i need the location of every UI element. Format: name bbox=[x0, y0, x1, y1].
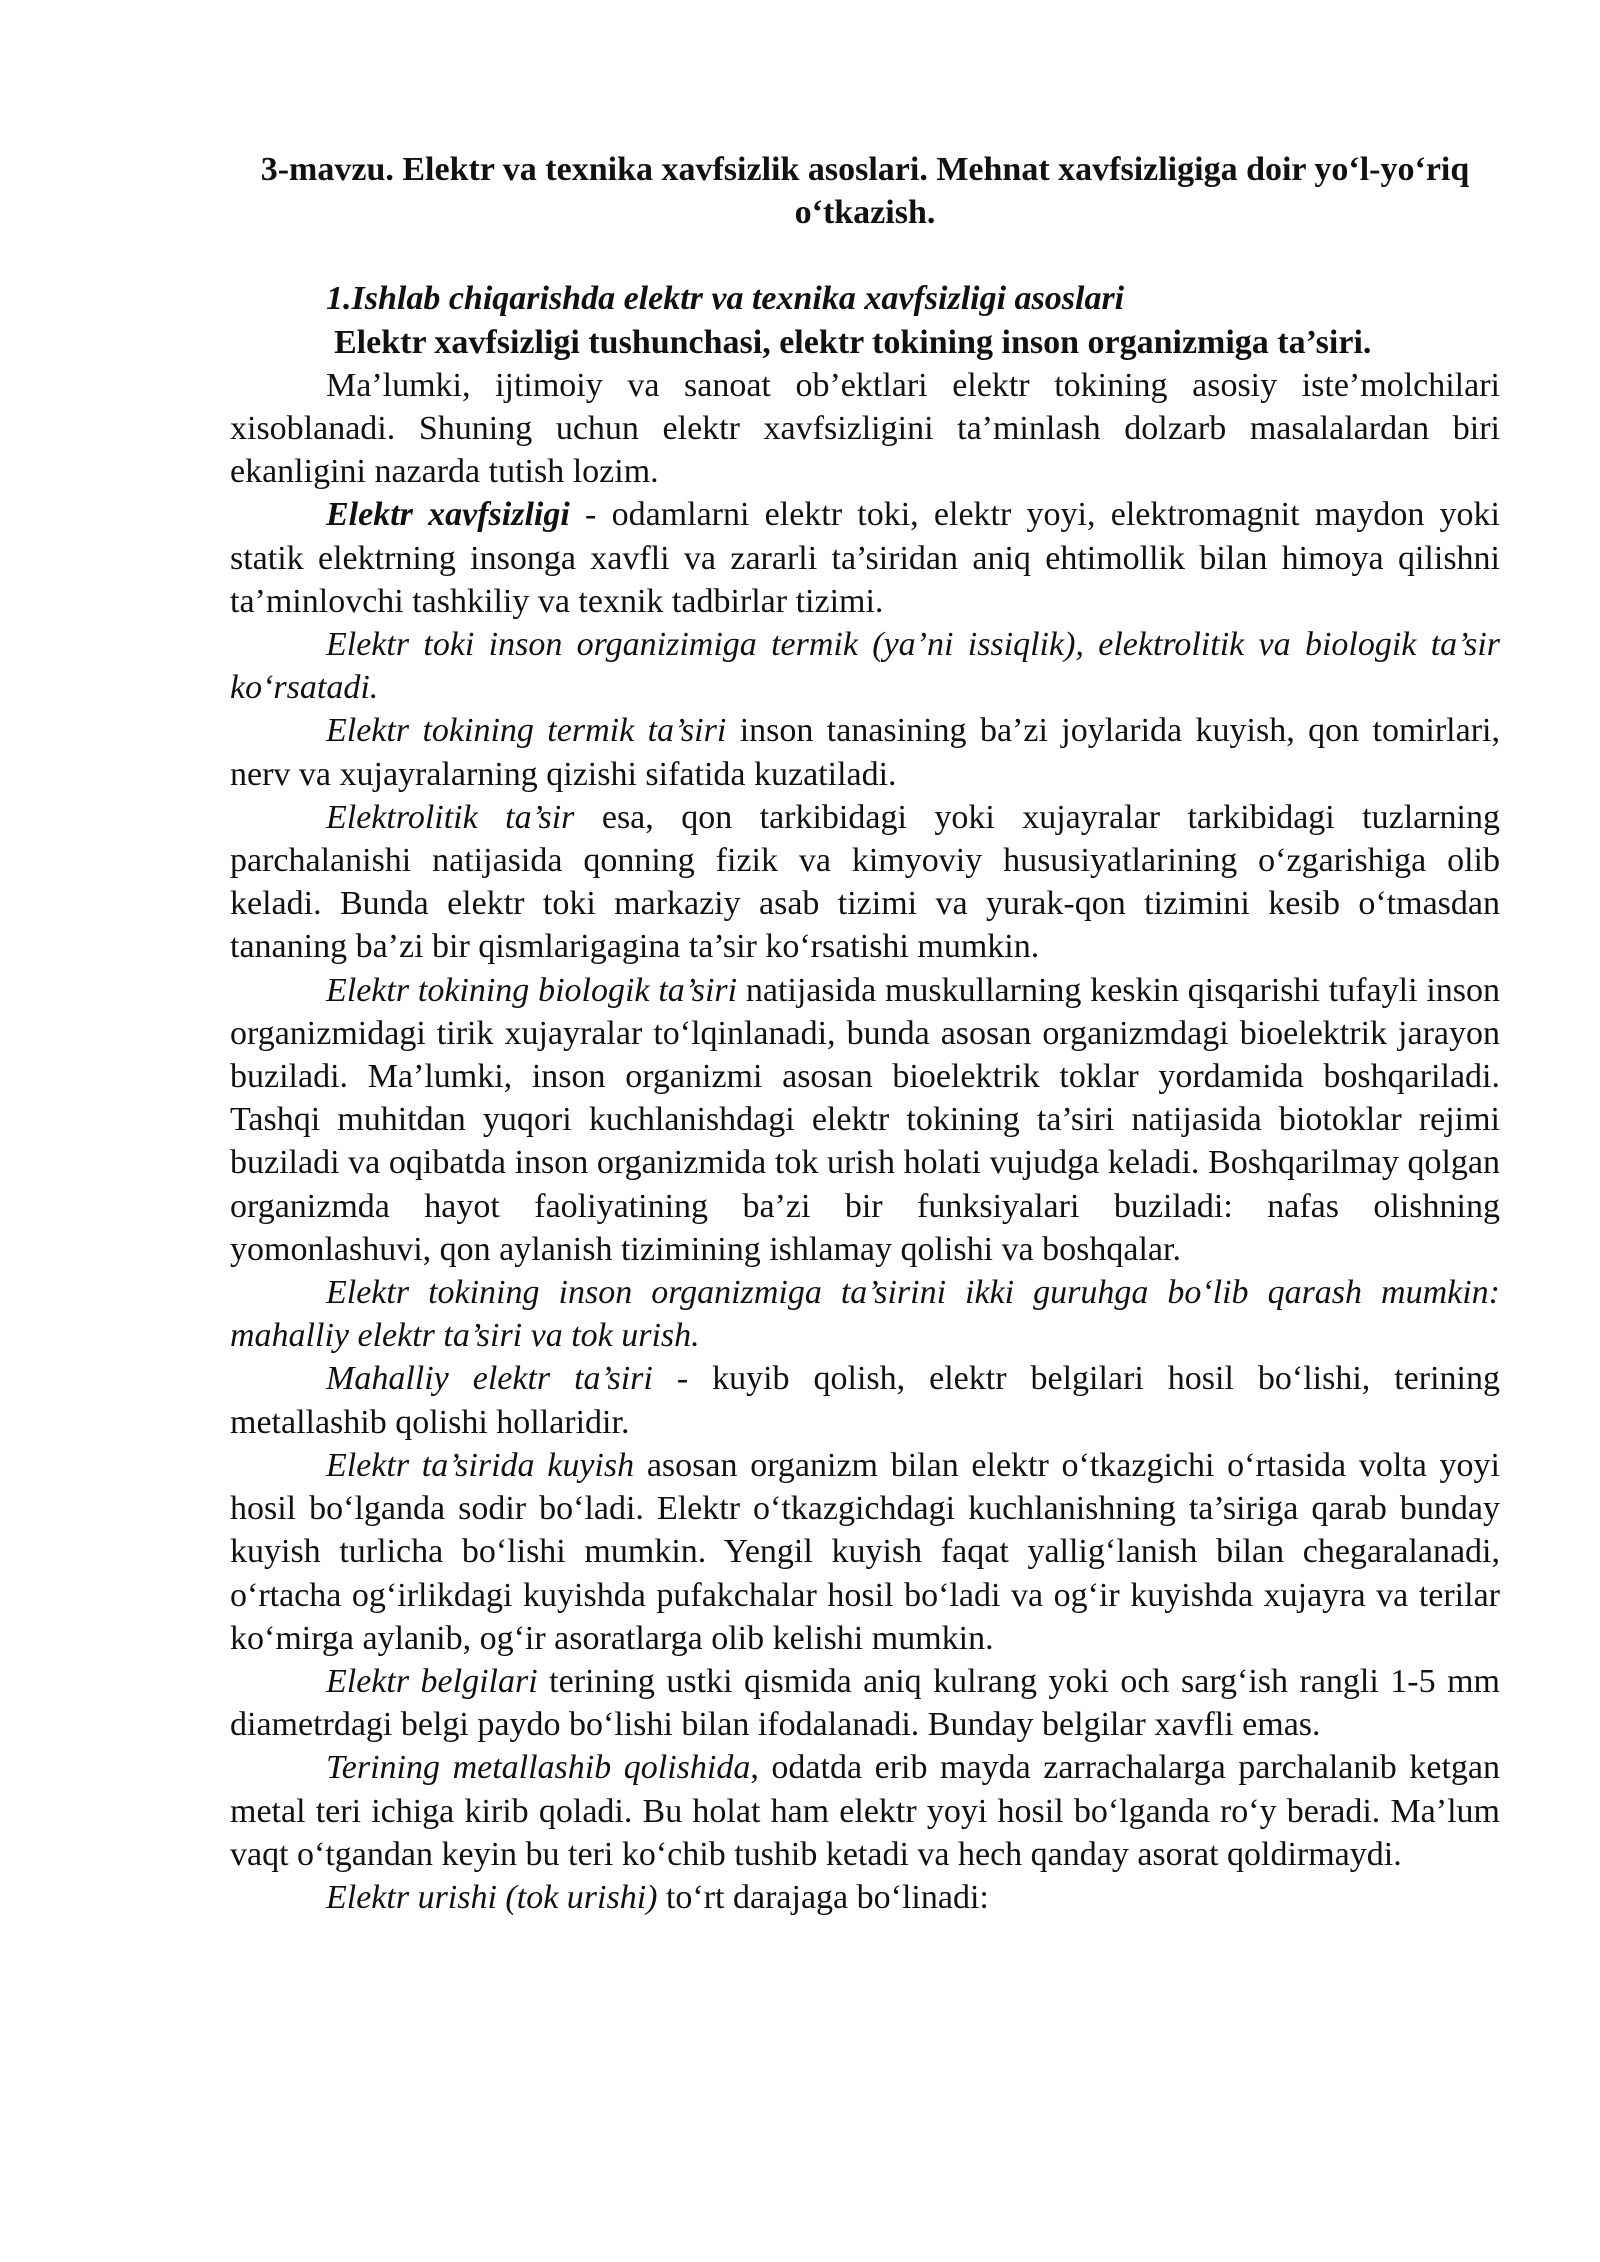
paragraph-6 bbox=[230, 969, 1500, 1271]
paragraph-8-text: - kuyib qolish, elektr belgilari hosil bo‘lishi, terining metallashib qolishi hollaridir. bbox=[230, 1360, 1500, 1441]
paragraph-1-text: Ma’lumki, ijtimoiy va sanoat ob’ektlari elektr tokining asosiy iste’molchilari xisoblanadi. Shuning uchun elektr xavfsizligini ta’minlash dolzarb masalalardan biri ekanligini nazarda tutish lozim. bbox=[230, 366, 1500, 491]
paragraph-3-text: Elektr toki inson organizimiga termik (ya’ni issiqlik), elektrolitik va biologik ta’sir ko‘rsatadi. bbox=[230, 626, 1500, 707]
document-page bbox=[230, 148, 1500, 1919]
paragraph-11 bbox=[230, 1746, 1500, 1876]
paragraph-2 bbox=[230, 493, 1500, 623]
paragraph-9 bbox=[230, 1444, 1500, 1660]
paragraph-11-text: , odatda erib mayda zarrachalarga parchalanib ketgan metal teri ichiga kirib qoladi. Bu holat ham elektr yoyi hosil bo‘lganda ro‘y beradi. Ma’lum vaqt o‘tgandan keyin bu teri ko‘chib tushib ketadi va hech qanday asorat qoldirmaydi. bbox=[230, 1749, 1500, 1873]
sub-heading: Elektr xavfsizligi tushunchasi, elektr tokining inson organizmiga ta’siri. bbox=[334, 323, 1372, 361]
paragraph-3 bbox=[230, 623, 1500, 709]
section-heading: 1.Ishlab chiqarishda elektr va texnika xavfsizligi asoslari bbox=[326, 280, 1125, 318]
document-title: 3-mavzu. Elektr va texnika xavfsizlik asoslari. Mehnat xavfsizligiga doir yo‘l-yo‘riq o‘tkazish. bbox=[260, 151, 1470, 232]
paragraph-11-term: Terining metallashib qolishida bbox=[326, 1749, 751, 1787]
paragraph-12-text: to‘rt darajaga bo‘linadi: bbox=[657, 1878, 989, 1916]
paragraph-12 bbox=[230, 1876, 1500, 1919]
paragraph-9-term: Elektr ta’sirida kuyish bbox=[326, 1446, 635, 1484]
paragraph-5-term: Elektrolitik ta’sir bbox=[326, 798, 575, 836]
paragraph-10-term: Elektr belgilari bbox=[326, 1662, 538, 1700]
paragraph-8-term: Mahalliy elektr ta’siri bbox=[326, 1360, 653, 1398]
paragraph-10-text: terining ustki qismida aniq kulrang yoki och sarg‘ish rangli 1-5 mm diametrdagi belgi paydo bo‘lishi bilan ifodalanadi. Bunday belgilar xavfli emas. bbox=[230, 1662, 1500, 1744]
paragraph-2-text: - odamlarni elektr toki, elektr yoyi, elektromagnit maydon yoki statik elektrning insonga xavfli va zararli ta’siridan aniq ehtimollik bilan himoya qilishni ta’minlovchi tashkiliy va texnik tadbirlar tizimi. bbox=[230, 496, 1500, 620]
paragraph-1 bbox=[230, 364, 1500, 494]
paragraph-12-term: Elektr urishi (tok urishi) bbox=[326, 1878, 658, 1916]
paragraph-4 bbox=[230, 709, 1500, 795]
paragraph-8 bbox=[230, 1357, 1500, 1443]
paragraph-6-text: natijasida muskullarning keskin qisqarishi tufayli inson organizmidagi tirik xujayralar to‘lqinlanadi, bunda asosan organizmdagi bioelektrik jarayon buziladi. Ma’lumki, inson organizmi asosan bioelektrik toklar yordamida boshqariladi. Tashqi muhitdan yuqori kuchlanishdagi elektr tokining ta’siri natijasida biotoklar rejimi buziladi va oqibatda inson organizmida tok urish holati vujudga keladi. Boshqarilmay qolgan organizmda hayot faoliyatining ba’zi bir funksiyalari buziladi: nafas olishning yomonlashuvi, qon aylanish tizimining ishlamay qolishi va boshqalar. bbox=[230, 971, 1500, 1268]
paragraph-4-text: inson tanasining ba’zi joylarida kuyish, qon tomirlari, nerv va xujayralarning qizishi sifatida kuzatiladi. bbox=[230, 712, 1500, 793]
paragraph-7-text: Elektr tokining inson organizmiga ta’sirini ikki guruhga bo‘lib qarash mumkin: mahalliy elektr ta’siri va tok urish. bbox=[230, 1274, 1500, 1355]
paragraph-4-term: Elektr tokining termik ta’siri bbox=[326, 712, 727, 750]
paragraph-2-term: Elektr xavfsizligi bbox=[326, 496, 570, 534]
paragraph-10 bbox=[230, 1660, 1500, 1746]
paragraph-5 bbox=[230, 796, 1500, 969]
paragraph-7 bbox=[230, 1271, 1500, 1357]
paragraph-5-text: esa, qon tarkibidagi yoki xujayralar tarkibidagi tuzlarning parchalanishi natijasida qonning fizik va kimyoviy hususiyatlarining o‘zgarishiga olib keladi. Bunda elektr toki markaziy asab tizimi va yurak-qon tizimini kesib o‘tmasdan tananing ba’zi bir qismlarigagina ta’sir ko‘rsatishi mumkin. bbox=[230, 798, 1501, 966]
paragraph-9-text: asosan organizm bilan elektr o‘tkazgichi o‘rtasida volta yoyi hosil bo‘lganda sodir bo‘ladi. Elektr o‘tkazgichdagi kuchlanishning ta’siriga qarab bunday kuyish turlicha bo‘lishi mumkin. Yengil kuyish faqat yallig‘lanish bilan chegaralanadi, o‘rtacha og‘irlikdagi kuyishda pufakchalar hosil bo‘ladi va og‘ir kuyishda xujayra va terilar ko‘mirga aylanib, og‘ir asoratlarga olib kelishi mumkin. bbox=[230, 1446, 1500, 1657]
paragraph-6-term: Elektr tokining biologik ta’siri bbox=[326, 971, 738, 1009]
